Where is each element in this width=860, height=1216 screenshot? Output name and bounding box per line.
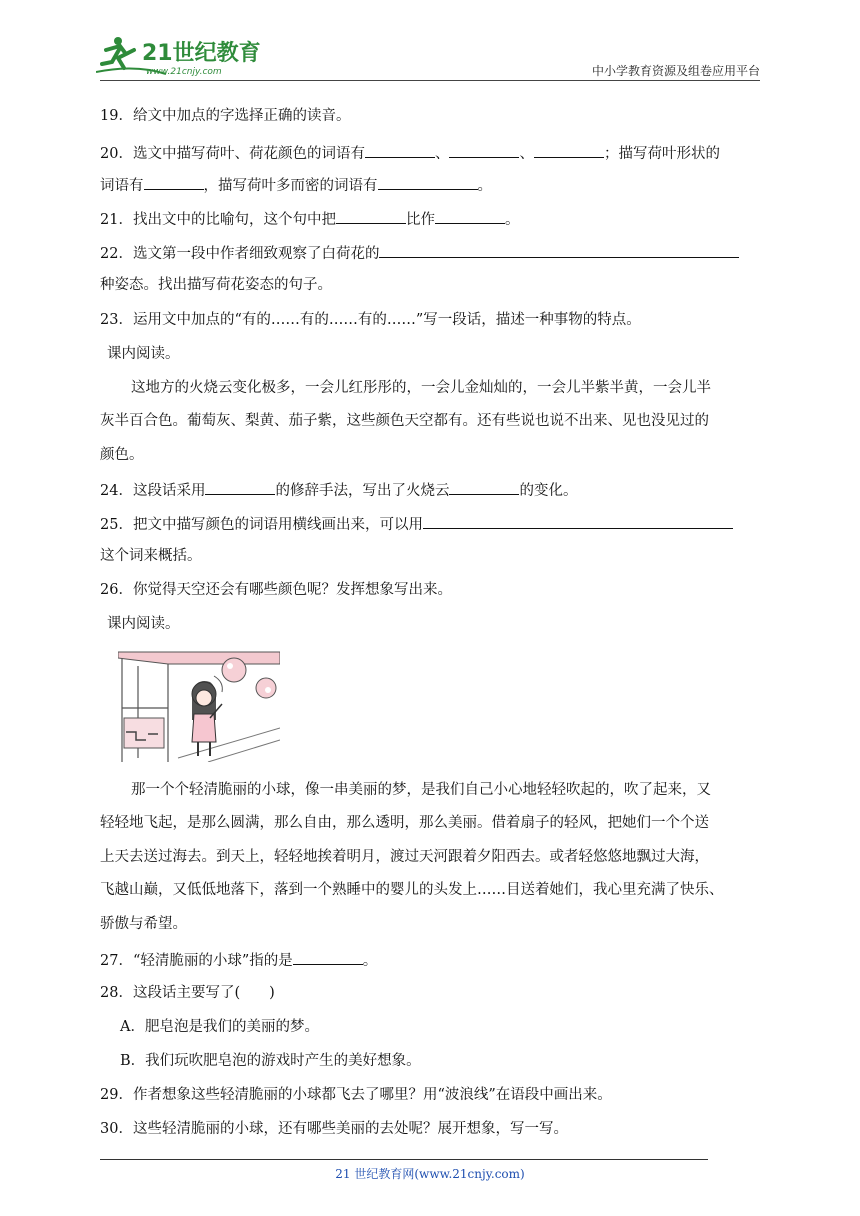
q20-line2: 词语有 ，描写荷叶多而密的词语有 。: [100, 174, 492, 196]
answer-blank[interactable]: [205, 479, 275, 495]
q24: 24．这段话采用 的修辞手法，写出了火烧云 的变化。: [100, 479, 577, 501]
passage1-line1: 这地方的火烧云变化极多，一会儿红彤彤的，一会儿金灿灿的，一会儿半紫半黄，一会儿半: [131, 380, 711, 396]
answer-blank[interactable]: [365, 142, 435, 158]
answer-blank[interactable]: [423, 513, 733, 529]
passage1-line2: 灰半百合色。葡萄灰、梨黄、茄子紫，这些颜色天空都有。还有些说也说不出来、见也没见过的: [100, 413, 709, 429]
q21: 21．找出文中的比喻句，这个句中把 比作 。: [100, 208, 519, 230]
q29: 29．作者想象这些轻清脆丽的小球都飞去了哪里？用“波浪线”在语段中画出来。: [100, 1087, 612, 1103]
logo-text: 21世纪教育: [142, 41, 261, 66]
logo-url: www.21cnjy.com: [146, 67, 222, 77]
girl-blowing-bubbles-illustration: [118, 648, 280, 762]
answer-blank[interactable]: [378, 174, 478, 190]
answer-blank[interactable]: [144, 174, 204, 190]
answer-blank[interactable]: [435, 208, 505, 224]
reading-heading-1: 课内阅读。: [107, 346, 180, 362]
q20-line1: 20．选文中描写荷叶、荷花颜色的词语有 、 、 ；描写荷叶形状的: [100, 142, 720, 164]
q19: 19．给文中加点的字选择正确的读音。: [100, 108, 351, 124]
passage2-line5: 骄傲与希望。: [100, 916, 187, 932]
q28-option-a[interactable]: A．肥皂泡是我们的美丽的梦。: [120, 1019, 319, 1035]
q25-line1: 25．把文中描写颜色的词语用横线画出来，可以用: [100, 513, 733, 535]
q22-line1: 22．选文第一段中作者细致观察了白荷花的: [100, 242, 739, 264]
site-logo: [96, 34, 266, 80]
answer-blank[interactable]: [293, 949, 363, 965]
q27: 27．“轻清脆丽的小球”指的是 。: [100, 949, 377, 971]
header-platform-text: 中小学教育资源及组卷应用平台: [591, 64, 760, 78]
footer-divider: [100, 1159, 708, 1160]
q25-line2: 这个词来概括。: [100, 548, 202, 564]
q30: 30．这些轻清脆丽的小球，还有哪些美丽的去处呢？展开想象，写一写。: [100, 1121, 568, 1137]
q23: 23．运用文中加点的“有的……有的……有的……”写一段话，描述一种事物的特点。: [100, 312, 641, 328]
answer-blank[interactable]: [449, 142, 519, 158]
answer-blank[interactable]: [534, 142, 604, 158]
answer-blank[interactable]: [449, 479, 519, 495]
footer-text[interactable]: 21 世纪教育网(www.21cnjy.com): [335, 1167, 525, 1181]
q28-option-b[interactable]: B．我们玩吹肥皂泡的游戏时产生的美好想象。: [120, 1053, 421, 1069]
answer-blank[interactable]: [336, 208, 406, 224]
q28: 28．这段话主要写了( ): [100, 985, 275, 1001]
passage2-line4: 飞越山巅，又低低地落下，落到一个熟睡中的婴儿的头发上……目送着她们，我心里充满了快乐、: [100, 882, 724, 898]
passage2-line2: 轻轻地飞起，是那么圆满，那么自由，那么透明，那么美丽。借着扇子的轻风，把她们一个个送: [100, 815, 709, 831]
passage2-line1: 那一个个轻清脆丽的小球，像一串美丽的梦，是我们自己小心地轻轻吹起的，吹了起来，又: [131, 782, 711, 798]
q22-line2: 种姿态。找出描写荷花姿态的句子。: [100, 277, 332, 293]
reading-heading-2: 课内阅读。: [107, 616, 180, 632]
q26: 26．你觉得天空还会有哪些颜色呢？发挥想象写出来。: [100, 582, 452, 598]
passage1-line3: 颜色。: [100, 447, 144, 463]
header-divider: [100, 80, 760, 81]
answer-blank[interactable]: [379, 242, 739, 258]
passage2-line3: 上天去送过海去。到天上，轻轻地挨着明月，渡过天河跟着夕阳西去。或者轻悠悠地飘过大海，: [100, 849, 709, 865]
